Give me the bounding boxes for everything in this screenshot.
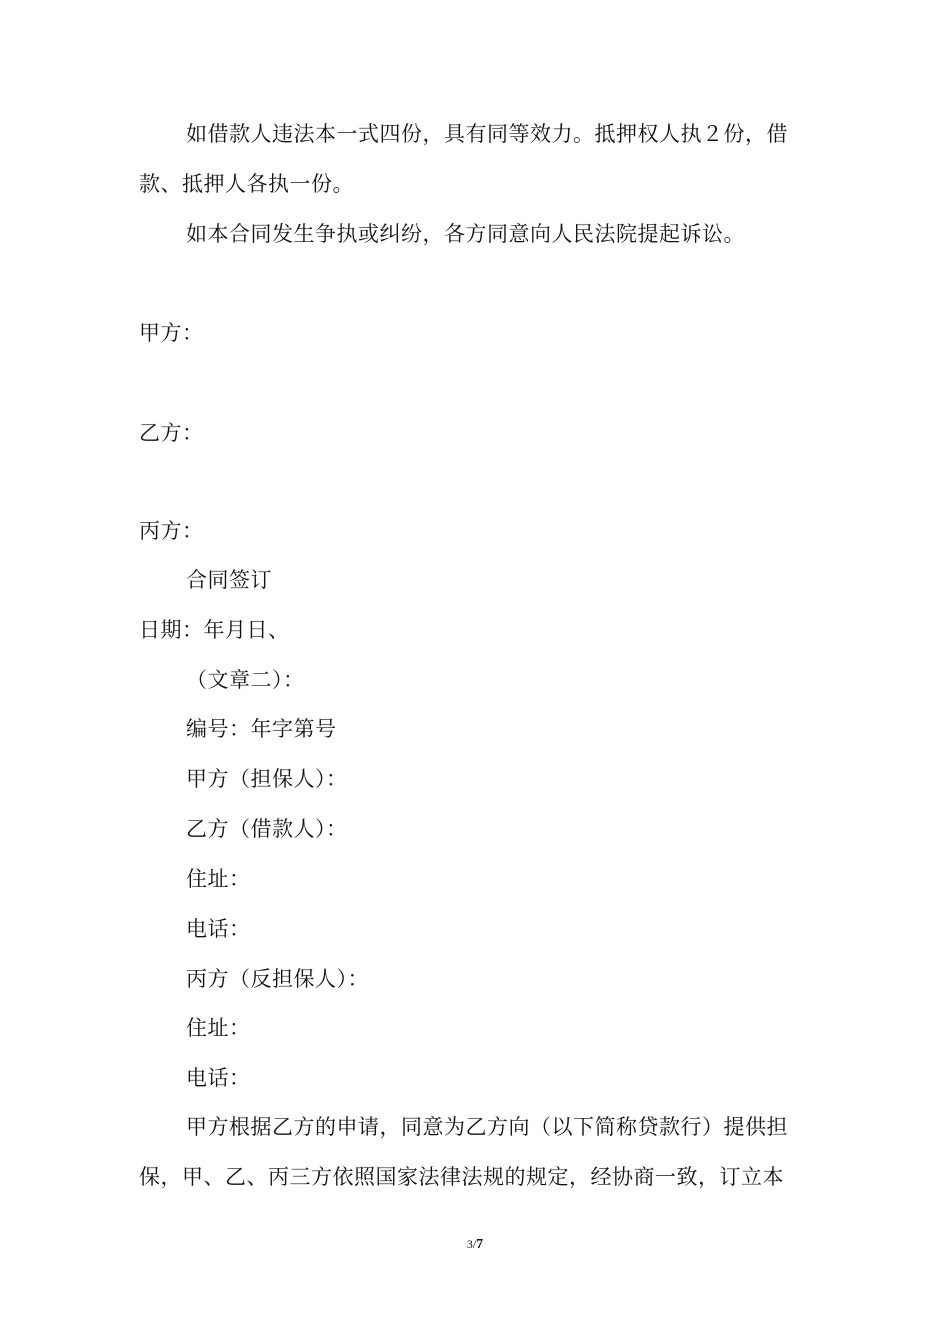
- page-number: [0, 1237, 950, 1252]
- signing-label: 合同签订: [186, 568, 272, 592]
- party-c-label: 丙方：: [139, 519, 204, 543]
- paragraph-1-line-2: 款、抵押人各执一份。: [139, 172, 354, 196]
- phone-label-1: 电话：: [186, 917, 251, 941]
- phone-label-2: 电话：: [186, 1066, 251, 1090]
- party-b-label: 乙方：: [139, 421, 204, 445]
- party-a-label: 甲方：: [139, 321, 204, 345]
- current-page: 3: [466, 1237, 473, 1251]
- borrower-label: 乙方（借款人）：: [186, 817, 348, 841]
- counter-guarantor-label: 丙方（反担保人）：: [186, 967, 369, 991]
- guarantor-label: 甲方（担保人）：: [186, 767, 348, 791]
- paragraph-2: 如本合同发生争执或纠纷，各方同意向人民法院提起诉讼。: [186, 222, 745, 246]
- final-paragraph-line-2: 保，甲、乙、丙三方依照国家法律法规的规定，经协商一致，订立本: [139, 1165, 784, 1189]
- article-two-heading: （文章二）：: [186, 668, 305, 692]
- contract-number: 编号：年字第号: [186, 717, 337, 741]
- total-pages: 7: [476, 1237, 484, 1252]
- address-label-1: 住址：: [186, 867, 251, 891]
- final-paragraph-line-1: 甲方根据乙方的申请，同意为乙方向（以下简称贷款行）提供担: [186, 1115, 788, 1139]
- page-separator: /: [472, 1237, 477, 1251]
- date-label: 日期：年月日、: [139, 618, 290, 642]
- paragraph-1-line-1: 如借款人违法本一式四份，具有同等效力。抵押权人执２份，借: [186, 122, 788, 146]
- address-label-2: 住址：: [186, 1016, 251, 1040]
